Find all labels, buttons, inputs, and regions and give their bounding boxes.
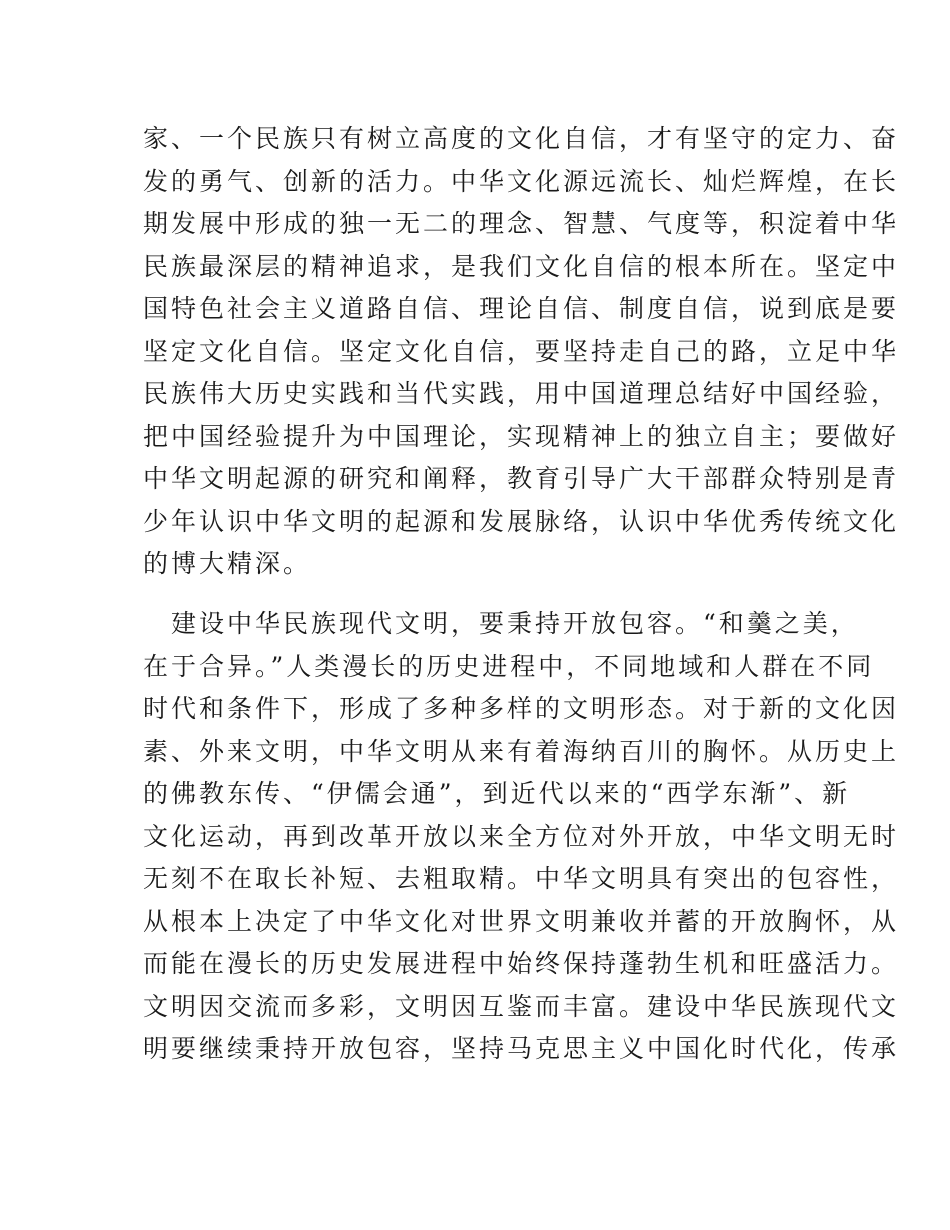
text-line: 的佛教东传、“伊儒会通”，到近代以来的“西学东渐”、新 xyxy=(143,779,851,808)
text-line: 期发展中形成的独一无二的理念、智慧、气度等，积淀着中华 xyxy=(143,209,900,238)
text-line: 文化运动，再到改革开放以来全方位对外开放，中华文明无时 xyxy=(143,821,900,851)
text-line: 而能在漫长的历史发展进程中始终保持蓬勃生机和旺盛活力。 xyxy=(143,949,900,978)
text-line: 国特色社会主义道路自信、理论自信、制度自信，说到底是要 xyxy=(143,294,900,323)
text-line: 时代和条件下，形成了多种多样的文明形态。对于新的文化因 xyxy=(143,694,900,723)
text-line: 少年认识中华文明的起源和发展脉络，认识中华优秀传统文化 xyxy=(143,506,900,536)
text-line: 明要继续秉持开放包容，坚持马克思主义中国化时代化，传承 xyxy=(143,1034,900,1063)
text-line: 的博大精深。 xyxy=(143,549,312,578)
paragraph-1 xyxy=(143,118,900,586)
text-line: 文明因交流而多彩，文明因互鉴而丰富。建设中华民族现代文 xyxy=(143,991,900,1021)
text-line: 素、外来文明，中华文明从来有着海纳百川的胸怀。从历史上 xyxy=(143,736,900,766)
text-line: 民族伟大历史实践和当代实践，用中国道理总结好中国经验， xyxy=(143,379,900,408)
text-line: 发的勇气、创新的活力。中华文化源远流长、灿烂辉煌，在长 xyxy=(143,166,900,196)
text-line: 家、一个民族只有树立高度的文化自信，才有坚守的定力、奋 xyxy=(143,124,900,153)
paragraph-2 xyxy=(143,603,900,1071)
text-line: 民族最深层的精神追求，是我们文化自信的根本所在。坚定中 xyxy=(143,251,900,281)
text-line: 把中国经验提升为中国理论，实现精神上的独立自主；要做好 xyxy=(143,421,900,451)
text-line: 在于合异。”人类漫长的历史进程中，不同地域和人群在不同 xyxy=(143,651,875,681)
text-line: 中华文明起源的研究和阐释，教育引导广大干部群众特别是青 xyxy=(143,464,900,493)
text-line: 从根本上决定了中华文化对世界文明兼收并蓄的开放胸怀，从 xyxy=(143,906,900,936)
text-line: 建设中华民族现代文明，要秉持开放包容。“和羹之美， xyxy=(143,609,859,638)
text-line: 无刻不在取长补短、去粗取精。中华文明具有突出的包容性， xyxy=(143,864,900,893)
text-line: 坚定文化自信。坚定文化自信，要坚持走自己的路，立足中华 xyxy=(143,336,900,366)
